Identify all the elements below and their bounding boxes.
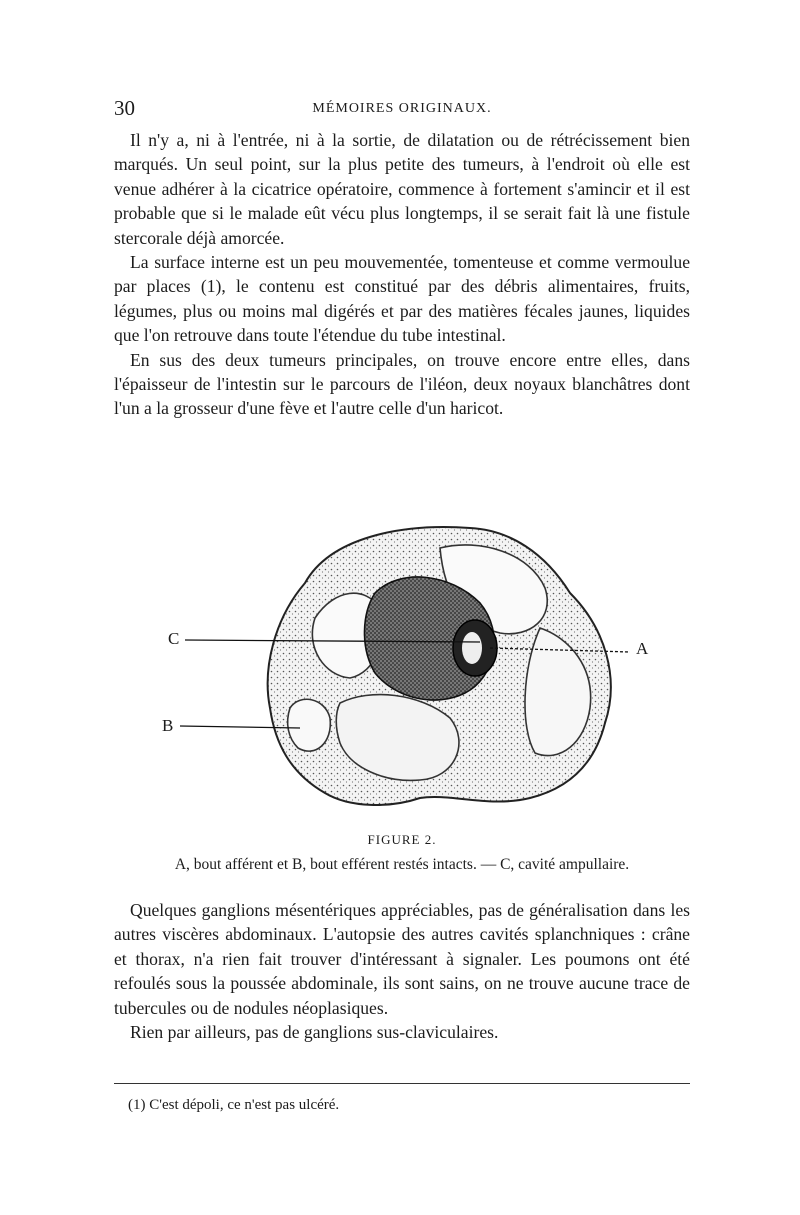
figure-label-a: A [636, 639, 649, 658]
running-head: MÉMOIRES ORIGINAUX. [312, 101, 492, 116]
figure-title: FIGURE 2. [367, 832, 437, 847]
body-text-bottom [114, 898, 690, 1044]
figure-label-c: C [168, 629, 180, 648]
figure-caption: A, bout afférent et B, bout efférent restés intacts. — C, cavité ampullaire. [174, 856, 630, 873]
page-header [114, 96, 690, 122]
figure-illustration [150, 508, 690, 828]
figure-label-b: B [162, 716, 174, 735]
paragraph: Il n'y a, ni à l'entrée, ni à la sortie, de dilatation ou de rétrécissement bien marqués. Un seul point, sur la plus petite des tumeurs, à l'endroit où elle est venue adhérer à la cicatrice opératoire, commence à fortement s'amincir et il est probable que si le malade eût vécu plus longtemps, il se serait fait là une fistule stercorale déjà amorcée. [114, 130, 690, 248]
footnote: (1) C'est dépoli, ce n'est pas ulcéré. [128, 1097, 340, 1113]
paragraph: Quelques ganglions mésentériques appréciables, pas de généralisation dans les autres viscères abdominaux. L'autopsie des autres cavités splanchniques : crâne et thorax, n'a rien fait trouver d'intéressant à signaler. Les poumons ont été refoulés sous la poussée abdominale, ils sont sains, on ne trouve aucune trace de tubercules ou de nodules néoplasiques. [114, 900, 690, 1018]
footnote-divider [114, 1083, 690, 1084]
tumor-specimen-drawing [150, 508, 690, 828]
page-number: 30 [114, 96, 135, 120]
paragraph: La surface interne est un peu mouvementée, tomenteuse et comme vermoulue par places (1), le contenu est constitué par des débris alimentaires, fruits, légumes, plus ou moins mal digérés et par des matières fécales jaunes, liquides que l'on retrouve dans toute l'étendue du tube intestinal. [114, 252, 690, 346]
body-text-top [114, 128, 690, 421]
paragraph: En sus des deux tumeurs principales, on trouve encore entre elles, dans l'épaisseur de l'intestin sur le parcours de l'iléon, deux noyaux blanchâtres dont l'un a la grosseur d'une fève et l'autre celle d'un haricot. [114, 349, 690, 419]
paragraph: Rien par ailleurs, pas de ganglions sus-claviculaires. [130, 1022, 499, 1043]
